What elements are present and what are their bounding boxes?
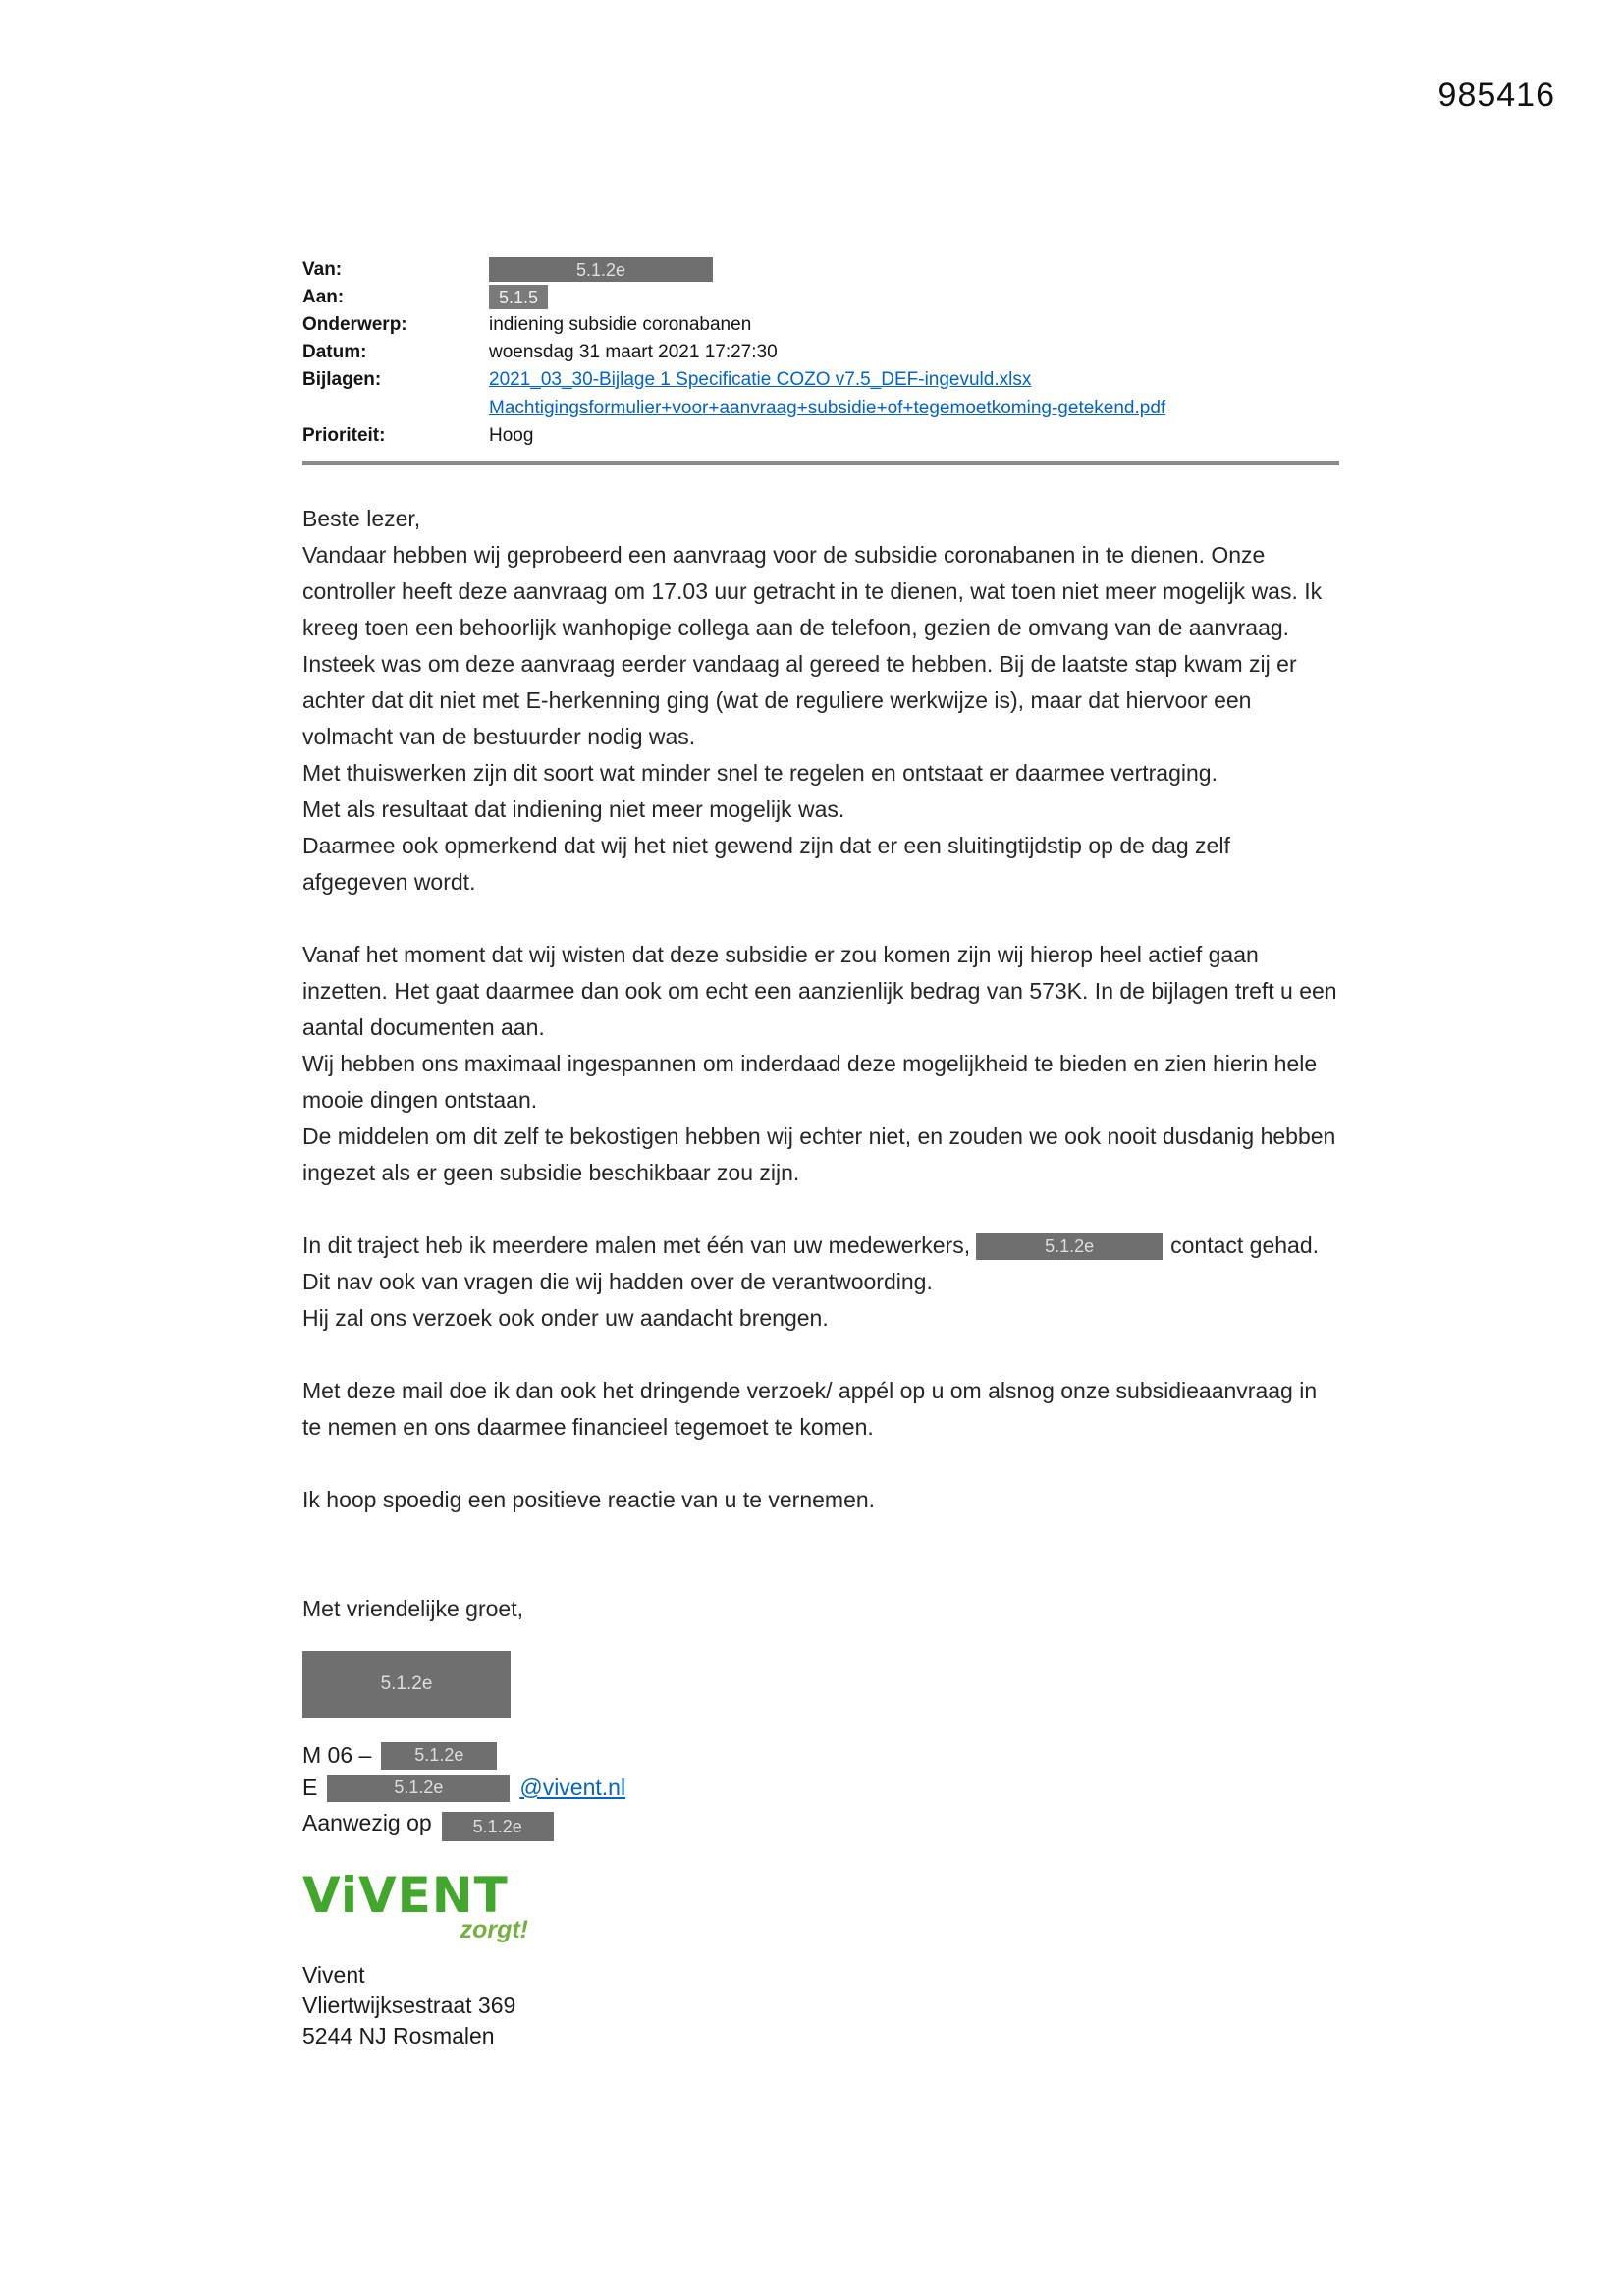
header-row-aan (302, 285, 1341, 310)
redaction-box-van: 5.1.2e (489, 257, 713, 282)
onderwerp-label: Onderwerp: (302, 314, 407, 335)
paragraph: Hij zal ons verzoek ook onder uw aandacht brengen. (302, 1305, 829, 1331)
mobile-line (302, 1739, 1341, 1772)
blank-lines (302, 1518, 1341, 1591)
company-street: Vliertwijksestraat 369 (302, 1993, 516, 2018)
email-body (302, 501, 1341, 1627)
vivent-logo-tagline: zorgt! (460, 1916, 528, 1943)
prioriteit-label: Prioriteit: (302, 425, 386, 446)
paragraph-text-after: contact gehad. Dit nav ook van vragen die wij hadden over de verantwoording. (302, 1232, 1320, 1294)
redaction-box-aanwezig: 5.1.2e (442, 1812, 554, 1841)
mobile-prefix: M 06 – (302, 1742, 372, 1768)
paragraph: Met als resultaat dat indiening niet meer mogelijk was. (302, 796, 845, 822)
redaction-box-aan: 5.1.5 (489, 285, 548, 309)
redaction-box-phone: 5.1.2e (381, 1742, 497, 1770)
signature-block (302, 1651, 1341, 2051)
datum-value: woensdag 31 maart 2021 17:27:30 (489, 342, 778, 362)
page-number: 985416 (1437, 77, 1555, 114)
datum-label: Datum: (302, 342, 367, 362)
aanwezig-prefix: Aanwezig op (302, 1809, 432, 1835)
header-row-onderwerp (302, 312, 1341, 338)
paragraph: Met deze mail doe ik dan ook het dringende verzoek/ appél op u om alsnog onze subsidieaanvraag in te nemen en ons daarmee financieel tegemoet te komen. (302, 1378, 1318, 1440)
company-name: Vivent (302, 1962, 365, 1988)
van-label: Van: (302, 259, 343, 280)
company-address (302, 1960, 1341, 2051)
paragraph: Vanaf het moment dat wij wisten dat deze subsidie er zou komen zijn wij hierop heel actief gaan inzetten. Het gaat daarmee dan ook om echt een aanzienlijk bedrag van 573K. In de bijlagen treft u een aantal documenten aan. (302, 942, 1337, 1040)
vivent-logo-text: ViVENT (302, 1867, 509, 1924)
paragraph: Ik hoop spoedig een positieve reactie van u te vernemen. (302, 1487, 876, 1512)
redaction-box-medewerker: 5.1.2e (976, 1233, 1163, 1260)
header-row-bijlagen (302, 367, 1341, 421)
attachment-link-1[interactable]: 2021_03_30-Bijlage 1 Specificatie COZO v7.5_DEF-ingevuld.xlsx (489, 369, 1032, 390)
email-line (302, 1772, 1341, 1804)
bijlagen-label: Bijlagen: (302, 369, 382, 390)
email-prefix: E (302, 1775, 318, 1800)
paragraph: Daarmee ook opmerkend dat wij het niet gewend zijn dat er een sluitingtijdstip op de dag zelf afgegeven wordt. (302, 833, 1230, 895)
paragraph: De middelen om dit zelf te bekostigen hebben wij echter niet, en zouden we ook nooit dusdanig hebben ingezet als er geen subsidie beschikbaar zou zijn. (302, 1123, 1336, 1185)
paragraph: Insteek was om deze aanvraag eerder vandaag al gereed te hebben. Bij de laatste stap kwam zij er achter dat dit niet met E-herkenning ging (wat de reguliere werkwijze is), maar dat hiervoor een volmacht van de bestuurder nodig was. (302, 651, 1297, 749)
paragraph-salutation: Beste lezer, (302, 506, 421, 531)
email-printout (302, 257, 1341, 2051)
blank-line (302, 1191, 1341, 1228)
paragraph-text-before: In dit traject heb ik meerdere malen met één van uw medewerkers, (302, 1232, 971, 1258)
prioriteit-value: Hoog (489, 425, 534, 446)
paragraph: Wij hebben ons maximaal ingespannen om inderdaad deze mogelijkheid te bieden en zien hierin hele mooie dingen ontstaan. (302, 1051, 1318, 1113)
email-domain-link[interactable]: @vivent.nl (519, 1775, 626, 1800)
attachment-links (489, 367, 1165, 421)
onderwerp-value: indiening subsidie coronabanen (489, 314, 752, 335)
paragraph-with-redaction (302, 1228, 1341, 1300)
header-row-datum (302, 340, 1341, 365)
contact-lines (302, 1739, 1341, 1841)
attachment-link-2[interactable]: Machtigingsformulier+voor+aanvraag+subsidie+of+tegemoetkoming-getekend.pdf (489, 398, 1166, 418)
company-city: 5244 NJ Rosmalen (302, 2023, 495, 2049)
header-divider (302, 461, 1339, 465)
redaction-box-signature: 5.1.2e (302, 1651, 511, 1718)
blank-line (302, 1337, 1341, 1373)
blank-line (302, 901, 1341, 937)
header-row-prioriteit (302, 423, 1341, 449)
aan-label: Aan: (302, 287, 345, 307)
vivent-logo (302, 1867, 538, 1944)
header-row-van (302, 257, 1341, 283)
closing-line: Met vriendelijke groet, (302, 1596, 523, 1621)
aanwezig-line (302, 1804, 1341, 1841)
blank-line (302, 1446, 1341, 1482)
redaction-box-email: 5.1.2e (327, 1775, 510, 1802)
paragraph: Met thuiswerken zijn dit soort wat minder snel te regelen en ontstaat er daarmee vertraging. (302, 760, 1218, 786)
paragraph: Vandaar hebben wij geprobeerd een aanvraag voor de subsidie coronabanen in te dienen. Onze controller heeft deze aanvraag om 17.03 uur getracht in te dienen, wat toen niet meer mogelijk was. Ik kreeg toen een behoorlijk wanhopige collega aan de telefoon, gezien de omvang van de aanvraag. (302, 542, 1323, 640)
email-header (302, 257, 1341, 465)
